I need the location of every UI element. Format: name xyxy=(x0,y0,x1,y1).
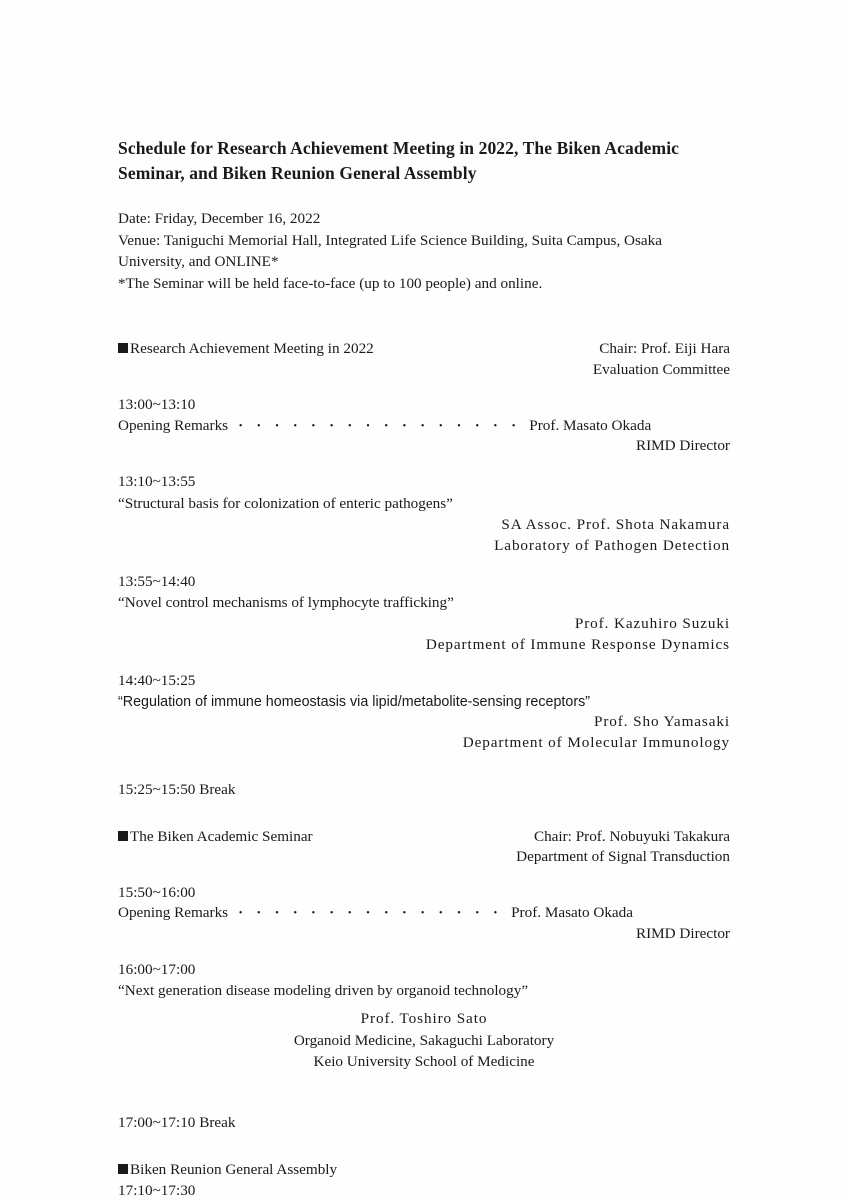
event-venue-line2: University, and ONLINE* xyxy=(118,253,279,271)
section-heading-row xyxy=(118,1160,730,1181)
item-affiliation: RIMD Director xyxy=(635,924,730,942)
section-chair: Chair: Prof. Eiji Hara xyxy=(599,340,730,358)
item-label: Opening Remarks xyxy=(118,904,229,922)
item-speaker: Prof. Kazuhiro Suzuki xyxy=(574,615,730,633)
section-heading-label: Biken Reunion General Assembly xyxy=(130,1160,338,1178)
item-time: 16:00~17:00 xyxy=(118,960,196,978)
item-time: 17:10~17:30 xyxy=(118,1182,196,1200)
item-speaker: SA Assoc. Prof. Shota Nakamura xyxy=(501,515,730,533)
item-talk-title: “Structural basis for colonization of enteric pathogens” xyxy=(118,494,453,512)
section-chair-affiliation: Department of Signal Transduction xyxy=(516,848,730,866)
item-label: Opening Remarks xyxy=(118,416,229,434)
section-heading-row xyxy=(118,339,730,380)
item-talk-title: “Next generation disease modeling driven by organoid technology” xyxy=(118,982,529,1000)
item-opening-remarks xyxy=(118,903,730,924)
item-affiliation: Department of Molecular Immunology xyxy=(462,734,730,752)
bullet-square-icon xyxy=(118,343,128,353)
section-chair-affiliation: Evaluation Committee xyxy=(592,360,730,378)
item-time: 15:50~16:00 xyxy=(118,883,196,901)
break-entry: 17:00~17:10 Break xyxy=(118,1114,236,1132)
item-affiliation: Laboratory of Pathogen Detection xyxy=(494,536,730,554)
section-chair: Chair: Prof. Nobuyuki Takakura xyxy=(533,827,730,845)
item-affiliation: RIMD Director xyxy=(635,437,730,455)
item-time: 13:55~14:40 xyxy=(118,572,196,590)
item-speaker: Prof. Sho Yamasaki xyxy=(593,713,730,731)
section-biken-reunion-general-assembly xyxy=(118,1160,730,1202)
item-time: 14:40~15:25 xyxy=(118,672,196,690)
document-content xyxy=(118,136,730,1202)
event-note: *The Seminar will be held face-to-face (up to 100 people) and online. xyxy=(118,275,543,293)
event-meta xyxy=(118,208,730,296)
dot-leader: ・・・・・・・・・・・・・・・ xyxy=(234,905,508,921)
section-heading-label: Research Achievement Meeting in 2022 xyxy=(130,340,374,358)
item-talk-title: “Novel control mechanisms of lymphocyte trafficking” xyxy=(118,594,454,612)
dot-leader: ・・・・・・・・・・・・・・・・ xyxy=(234,417,526,433)
section-heading-label: The Biken Academic Seminar xyxy=(130,827,313,845)
item-speaker: Prof. Masato Okada xyxy=(511,904,634,922)
item-speaker: Prof. Masato Okada xyxy=(529,416,652,434)
item-affiliation: Department of Immune Response Dynamics xyxy=(425,636,730,654)
section-biken-academic-seminar xyxy=(118,827,730,1134)
item-talk-title: “Regulation of immune homeostasis via lipid/metabolite-sensing receptors” xyxy=(118,693,591,710)
item-affiliation-secondary: Keio University School of Medicine xyxy=(313,1053,535,1071)
item-time: 13:10~13:55 xyxy=(118,473,196,491)
item-opening-remarks xyxy=(118,416,730,437)
page-title: Schedule for Research Achievement Meeting in 2022, The Biken Academic Seminar, and Biken Reunion General Assembly xyxy=(118,138,680,183)
bullet-square-icon xyxy=(118,831,128,841)
section-heading-row xyxy=(118,827,730,868)
item-affiliation: Organoid Medicine, Sakaguchi Laboratory xyxy=(293,1031,555,1049)
bullet-square-icon xyxy=(118,1164,128,1174)
item-speaker: Prof. Toshiro Sato xyxy=(360,1010,488,1028)
event-venue-line1: Venue: Taniguchi Memorial Hall, Integrated Life Science Building, Suita Campus, Osaka xyxy=(118,231,663,249)
event-date: Date: Friday, December 16, 2022 xyxy=(118,209,321,227)
break-entry: 15:25~15:50 Break xyxy=(118,781,236,799)
section-research-achievement-meeting xyxy=(118,339,730,801)
item-time: 13:00~13:10 xyxy=(118,396,196,414)
